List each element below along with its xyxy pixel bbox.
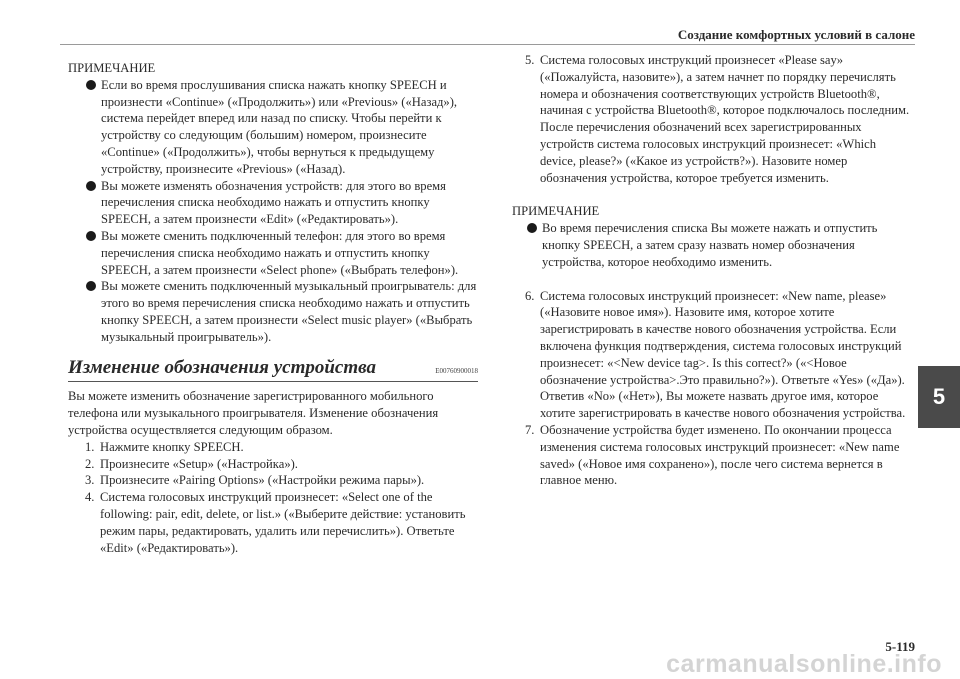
page-number: 5-119 [885, 639, 915, 654]
step-item [512, 288, 912, 422]
step-number: 1. [85, 439, 95, 454]
step-number: 4. [85, 490, 95, 505]
section-title: Изменение обозначения устройства [68, 356, 376, 378]
step-number: 5. [525, 53, 535, 67]
step-item [68, 472, 478, 489]
note-bullet: Вы можете сменить подключенный телефон: для этого во время перечисления списка необходимо нажать и отпустить кнопку SPEECH, а затем произнести «Select phone» («Выбрать телефон»). [68, 228, 478, 278]
section-intro: Вы можете изменить обозначение зарегистрированного мобильного телефона или музыкального проигрывателя. Изменение обозначения устройства осуществляется следующим образом. [68, 389, 439, 437]
spacer [512, 271, 912, 288]
step-text: Система голосовых инструкций произнесет: «Select one of the following: pair, edit, delete, or list.» («Выберите действие: установить режим пары, редактировать, удалить или перечислить»). Ответьте «Edit» («Редактировать»). [100, 490, 466, 555]
note-bullet: Вы можете изменять обозначения устройств: для этого во время перечисления списка необходимо нажать и отпустить кнопку SPEECH, а затем произнести «Edit» («Редактировать»). [68, 178, 478, 228]
note-bullet: Вы можете сменить подключенный музыкальный проигрыватель: для этого во время перечисления списка необходимо нажать и отпустить кнопку SPEECH, а затем произнести «Select music player» («Выбрать музыкальный проигрыватель»). [68, 278, 478, 345]
left-column [68, 60, 478, 556]
step-number: 7. [525, 422, 535, 437]
note-title: ПРИМЕЧАНИЕ [68, 61, 156, 75]
step-text: Система голосовых инструкций произнесет: «New name, please» («Назовите новое имя»). Назовите имя, которое хотите зарегистрировать в качестве нового обозначения устройства. Если включена функция подтверждения, система голосовых инструкций произнесет: «<New device tag>. Is this correct?» («<Новое обозначение устройства>.Это правильно?»). Ответьте «Yes» («Да»). Ответив «No» («Нет»), Вы можете назвать другое имя, которое хотите зарегистрировать в качестве нового обозначения устройства. [540, 288, 906, 421]
note-bullet: Если во время прослушивания списка нажать кнопку SPEECH и произнести «Continue» («Продолжить») или «Previous» («Назад»), система перейдет вперед или назад по списку. Чтобы перейти к устройству со следующим (большим) номером, произнесите «Continue» («Продолжить»), чтобы вернуться к предыдущему устройству, произнесите «Previous» («Назад). [68, 77, 478, 178]
step-item [512, 52, 912, 186]
note-title: ПРИМЕЧАНИЕ [512, 204, 600, 219]
step-text: Произнесите «Setup» («Настройка»). [100, 456, 298, 471]
note-bullet: Во время перечисления списка Вы можете нажать и отпустить кнопку SPEECH, а затем сразу назвать номер обозначения устройства, которое необходимо изменить. [512, 220, 912, 270]
step-text: Нажмите кнопку SPEECH. [100, 439, 244, 454]
step-item [68, 456, 478, 473]
section-heading [68, 356, 478, 383]
note-block [512, 203, 912, 270]
section-code: E00760900018 [435, 366, 478, 375]
step-item [512, 422, 912, 489]
step-number: 3. [85, 473, 95, 488]
right-column [512, 52, 912, 489]
step-text: Произнесите «Pairing Options» («Настройки режима пары»). [100, 473, 425, 488]
header-divider [60, 44, 915, 45]
chapter-tab: 5 [918, 366, 960, 428]
step-item [68, 439, 478, 456]
watermark: carmanualsonline.info [666, 650, 942, 678]
step-number: 2. [85, 456, 95, 471]
running-header: Создание комфортных условий в салоне [677, 27, 915, 42]
step-number: 6. [525, 288, 535, 303]
step-item [68, 489, 478, 556]
step-text: Система голосовых инструкций произнесет «Please say» («Пожалуйста, назовите»), а затем начнет по порядку перечислять номера и обозначения соответствующих устройств Bluetooth®, начиная с устройства Bluetooth®, которое подключалось последним. После перечисления обозначений всех зарегистрированных устройств система голосовых инструкций произнесет: «Which device, please?» («Какое из устройств?»). Назовите номер обозначения устройства, которое требуется изменить. [540, 53, 910, 185]
step-text: Обозначение устройства будет изменено. По окончании процесса изменения система голосовых инструкций произнесет: «New name saved» («Новое имя сохранено»), после чего система вернется в главное меню. [540, 422, 900, 488]
